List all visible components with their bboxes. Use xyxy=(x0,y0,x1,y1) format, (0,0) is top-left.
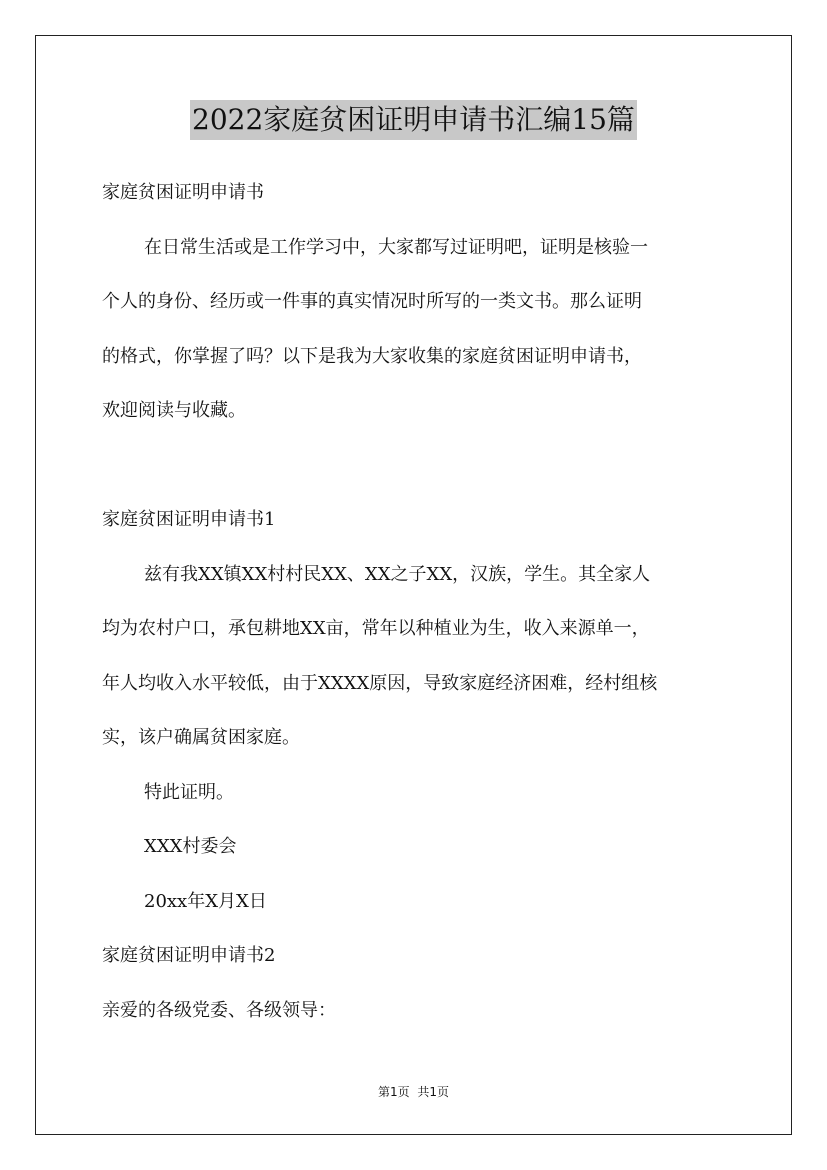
document-title: 2022家庭贫困证明申请书汇编15篇 xyxy=(190,100,637,140)
paragraph-line: 均为农村户口，承包耕地XX亩，常年以种植业为生，收入来源单一， xyxy=(102,618,650,639)
document-body xyxy=(102,166,742,1038)
page-footer xyxy=(0,1083,827,1101)
certify-line: 特此证明。 xyxy=(144,781,234,803)
blank-line xyxy=(102,439,742,494)
date-line: 20xx年X月X日 xyxy=(144,890,267,912)
section-heading: 家庭贫困证明申请书2 xyxy=(102,945,276,966)
page-number: 第1页 xyxy=(378,1085,410,1099)
section-heading: 家庭贫困证明申请书 xyxy=(102,182,264,203)
paragraph-line: 欢迎阅读与收藏。 xyxy=(102,400,246,421)
page-total: 共1页 xyxy=(417,1085,449,1099)
title-container xyxy=(0,100,827,140)
paragraph-line: 在日常生活或是工作学习中，大家都写过证明吧，证明是核验一 xyxy=(144,236,648,258)
signer-line: XXX村委会 xyxy=(144,836,237,857)
paragraph-line: 的格式，你掌握了吗？以下是我为大家收集的家庭贫困证明申请书， xyxy=(102,345,642,367)
paragraph-line: 兹有我XX镇XX村村民XX、XX之子XX，汉族，学生。其全家人 xyxy=(144,563,651,585)
paragraph-line: 年人均收入水平较低，由于XXXX原因，导致家庭经济困难，经村组核 xyxy=(102,672,658,694)
paragraph-line: 个人的身份、经历或一件事的真实情况时所写的一类文书。那么证明 xyxy=(102,291,642,312)
section-heading: 家庭贫困证明申请书1 xyxy=(102,509,276,530)
salutation-line: 亲爱的各级党委、各级领导： xyxy=(102,999,336,1021)
paragraph-line: 实，该户确属贫困家庭。 xyxy=(102,727,300,748)
